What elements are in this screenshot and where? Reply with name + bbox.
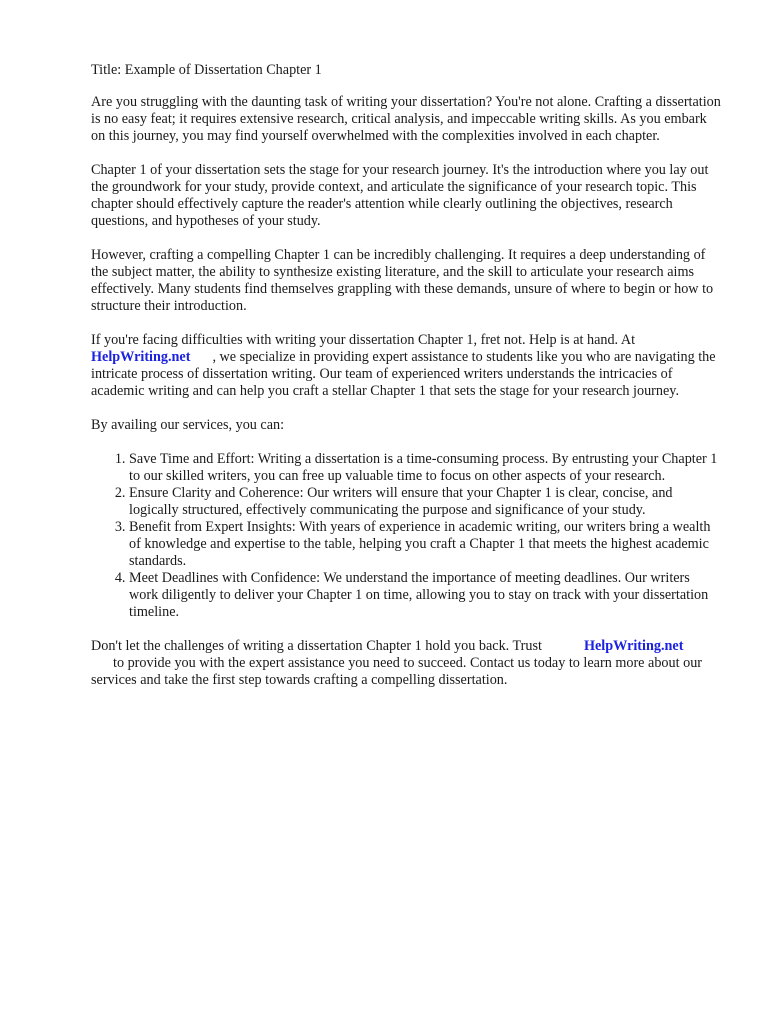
help-paragraph-lead: If you're facing difficulties with writing your dissertation Chapter 1, fret not. Help is at hand. At — [91, 332, 636, 348]
closing-paragraph-rest: to provide you with the expert assistance you need to succeed. Contact us today to learn more about our services and take the first step towards crafting a compelling dissertation. — [91, 655, 703, 688]
chapter-one-paragraph: Chapter 1 of your dissertation sets the stage for your research journey. It's the introduction where you lay out the groundwork for your study, provide context, and articulate the significance of your research topic. This chapter should effectively capture the reader's attention while clearly outlining the objectives, research questions, and hypotheses of your study. — [91, 162, 709, 229]
document-title: Title: Example of Dissertation Chapter 1 — [91, 62, 322, 78]
helpwriting-link[interactable]: HelpWriting.net — [91, 349, 191, 365]
list-item: 1. Save Time and Effort: Writing a dissertation is a time-consuming process. By entrusting your Chapter 1 to our skilled writers, you can free up valuable time to focus on other aspects of your research. — [129, 451, 721, 485]
help-paragraph — [91, 332, 721, 400]
document-body — [91, 62, 721, 706]
services-intro: By availing our services, you can: — [91, 417, 285, 433]
closing-paragraph-lead: Don't let the challenges of writing a dissertation Chapter 1 hold you back. Trust — [91, 638, 542, 654]
services-list — [91, 451, 721, 621]
help-paragraph-rest: , we specialize in providing expert assistance to students like you who are navigating the intricate process of dissertation writing. Our team of experienced writers understands the intricacies of academic writing and can help you craft a stellar Chapter 1 that sets the stage for your research journey. — [91, 349, 716, 399]
intro-paragraph: Are you struggling with the daunting task of writing your dissertation? You're not alone. Crafting a dissertation is no easy feat; it requires extensive research, critical analysis, and impeccable writing skills. As you embark on this journey, you may find yourself overwhelmed with the complexities involved in each chapter. — [91, 94, 721, 144]
closing-paragraph — [91, 638, 721, 689]
list-item: 2. Ensure Clarity and Coherence: Our writers will ensure that your Chapter 1 is clear, concise, and logically structured, effectively communicating the purpose and significance of your study. — [129, 485, 721, 519]
helpwriting-link-closing[interactable]: HelpWriting.net — [583, 638, 684, 654]
list-item: 3. Benefit from Expert Insights: With years of experience in academic writing, our writers bring a wealth of knowledge and expertise to the table, helping you craft a Chapter 1 that meets the highest academic standards. — [129, 519, 721, 570]
challenge-paragraph: However, crafting a compelling Chapter 1 can be incredibly challenging. It requires a deep understanding of the subject matter, the ability to synthesize existing literature, and the skill to articulate your research aims effectively. Many students find themselves grappling with these demands, unsure of where to begin or how to structure their introduction. — [91, 247, 714, 314]
list-item: 4. Meet Deadlines with Confidence: We understand the importance of meeting deadlines. Our writers work diligently to deliver your Chapter 1 on time, allowing you to stay on track with your dissertation timeline. — [129, 570, 721, 621]
